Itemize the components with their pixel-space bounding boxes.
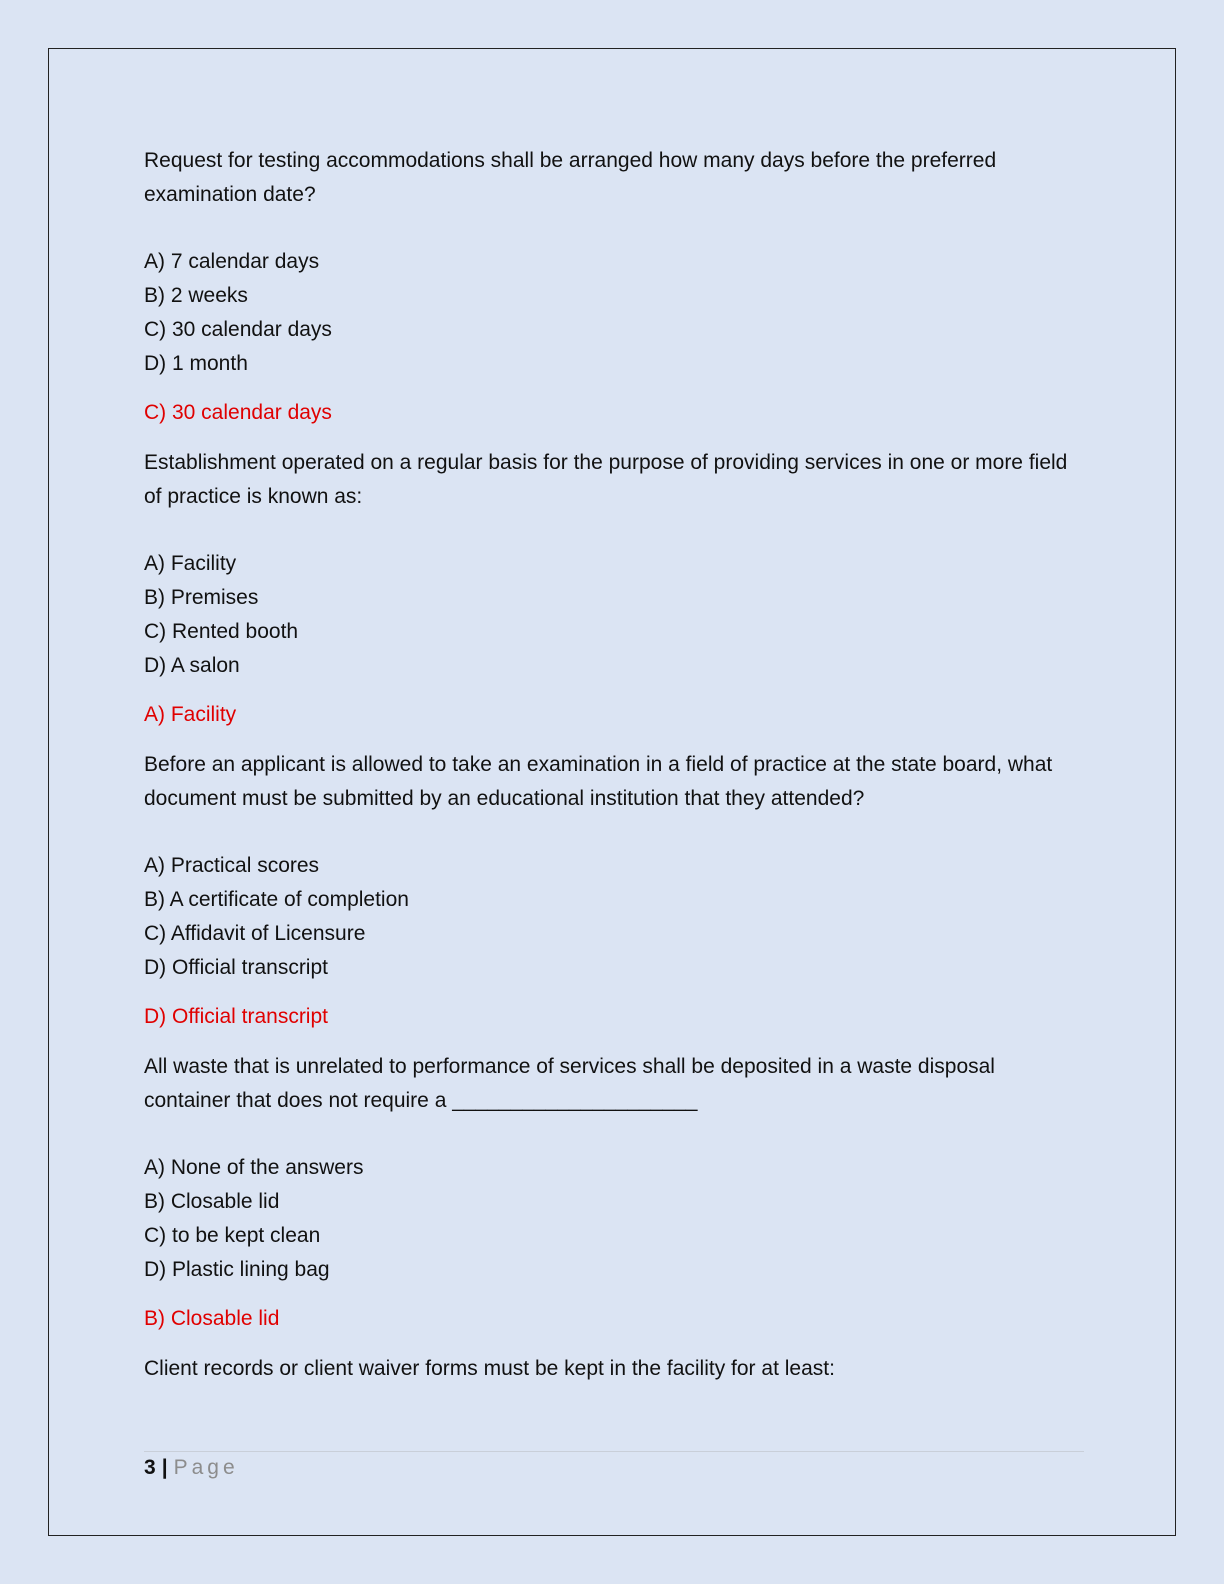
- page-footer: [144, 1452, 239, 1484]
- question-block-4: [144, 1050, 1084, 1336]
- option-c: C) to be kept clean: [144, 1224, 321, 1247]
- question-text: Before an applicant is allowed to take an examination in a field of practice at the state board, what document must be submitted by an educational institution that they attended?: [144, 753, 1053, 810]
- option-c: C) Rented booth: [144, 620, 299, 643]
- options-list: [144, 245, 1084, 381]
- option-a: A) 7 calendar days: [144, 250, 320, 273]
- options-list: [144, 849, 1084, 985]
- option-d: D) Plastic lining bag: [144, 1258, 330, 1281]
- question-block-3: [144, 748, 1084, 1034]
- option-b: B) A certificate of completion: [144, 888, 409, 911]
- answer-text: B) Closable lid: [144, 1307, 280, 1330]
- option-a: A) None of the answers: [144, 1156, 364, 1179]
- option-d: D) A salon: [144, 654, 240, 677]
- answer-text: C) 30 calendar days: [144, 401, 332, 424]
- footer-divider: [144, 1451, 1084, 1452]
- question-block-5: [144, 1352, 1084, 1386]
- options-list: [144, 1151, 1084, 1287]
- question-text: Establishment operated on a regular basis for the purpose of providing services in one or more field of practice is known as:: [144, 451, 1068, 508]
- document-body: [144, 144, 1084, 1419]
- page-label: Page: [173, 1456, 239, 1479]
- question-text: All waste that is unrelated to performance of services shall be deposited in a waste disposal container that does not require a _____________________: [144, 1055, 995, 1112]
- option-d: D) Official transcript: [144, 956, 328, 979]
- options-list: [144, 547, 1084, 683]
- option-d: D) 1 month: [144, 352, 248, 375]
- footer-separator: |: [161, 1456, 168, 1479]
- question-block-1: [144, 144, 1084, 430]
- page-number: 3: [144, 1456, 156, 1479]
- answer-text: A) Facility: [144, 703, 237, 726]
- option-a: A) Facility: [144, 552, 237, 575]
- answer-text: D) Official transcript: [144, 1005, 328, 1028]
- option-b: B) Closable lid: [144, 1190, 280, 1213]
- option-a: A) Practical scores: [144, 854, 320, 877]
- option-b: B) 2 weeks: [144, 284, 248, 307]
- question-text: Request for testing accommodations shall be arranged how many days before the preferred examination date?: [144, 149, 997, 206]
- option-b: B) Premises: [144, 586, 259, 609]
- question-block-2: [144, 446, 1084, 732]
- option-c: C) 30 calendar days: [144, 318, 332, 341]
- option-c: C) Affidavit of Licensure: [144, 922, 366, 945]
- question-text: Client records or client waiver forms must be kept in the facility for at least:: [144, 1357, 835, 1380]
